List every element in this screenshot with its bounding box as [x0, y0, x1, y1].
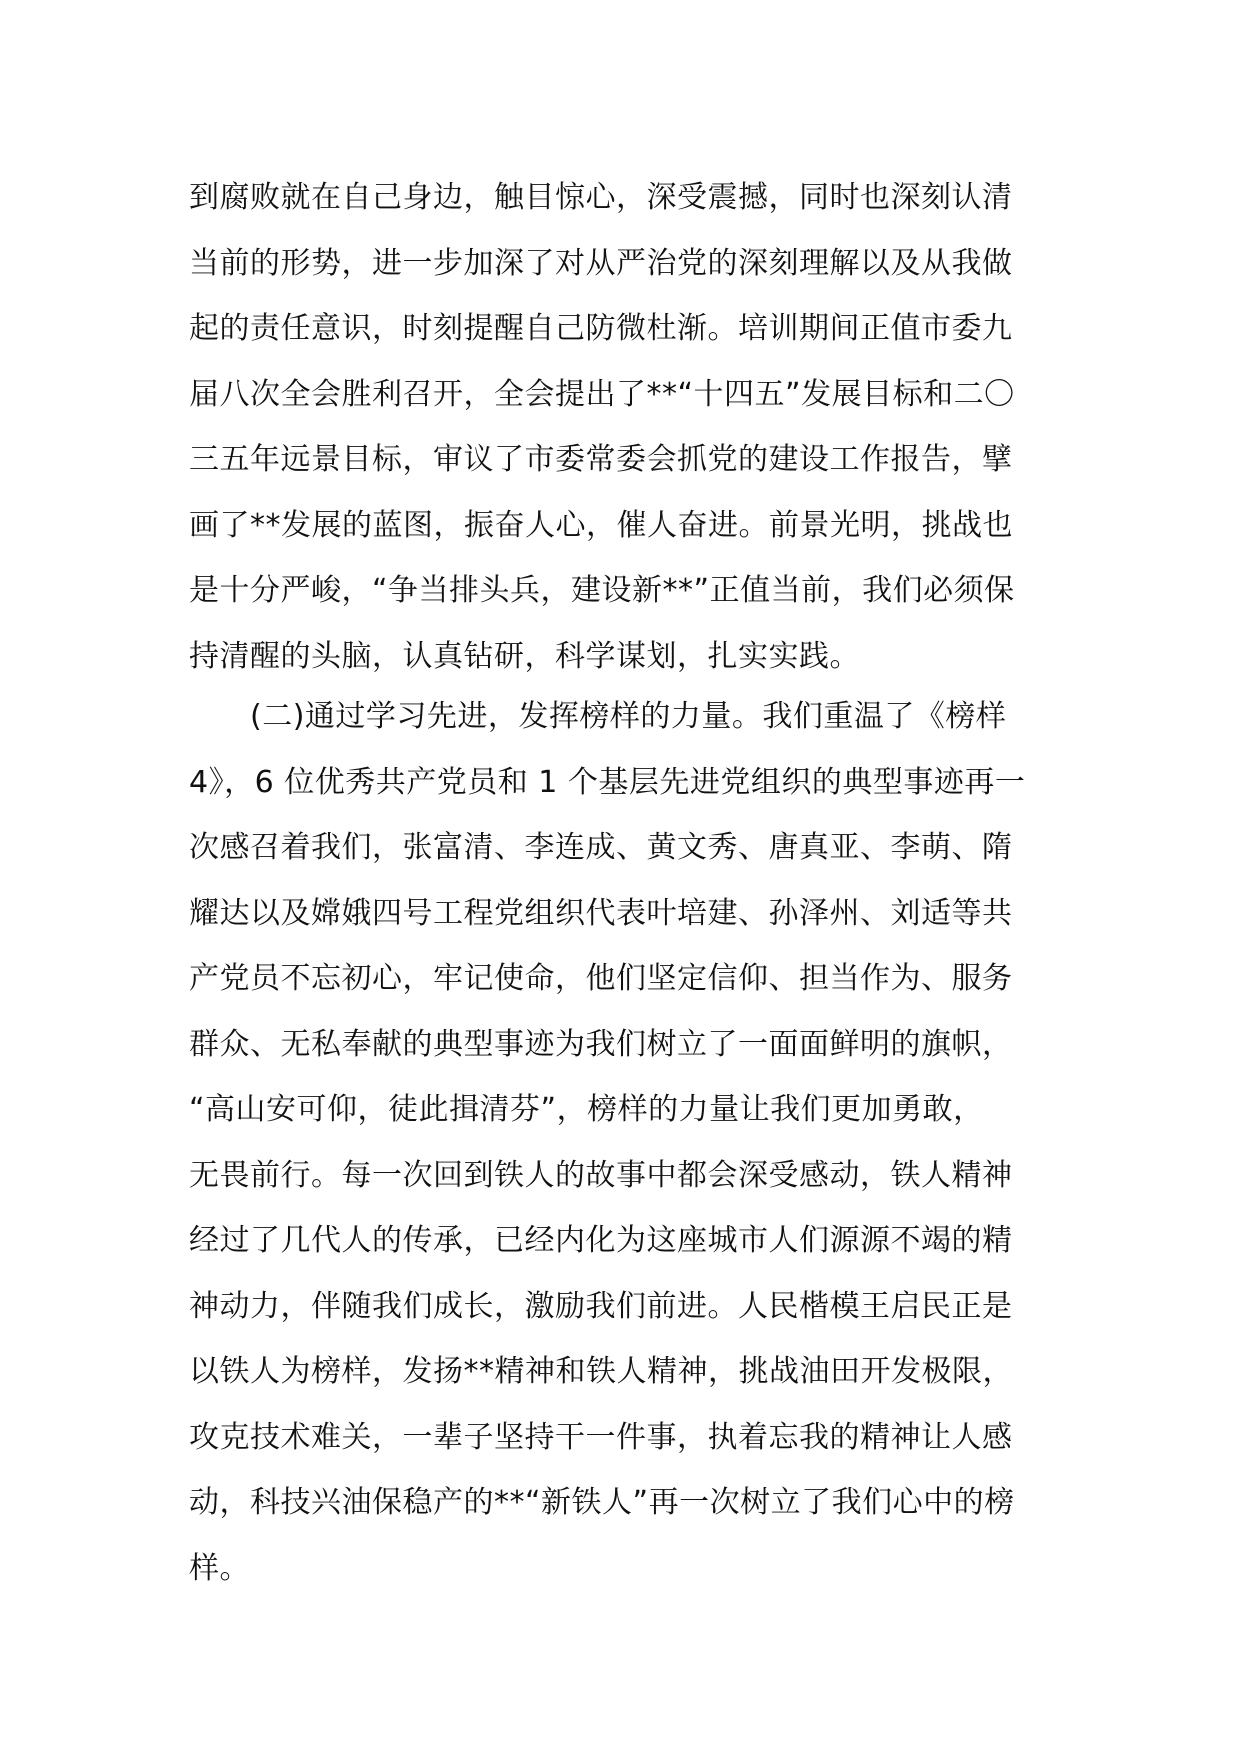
text-line: 4》，6 位优秀共产党员和 1 个基层先进党组织的典型事迹再一 — [189, 765, 1026, 800]
text-line: 次感召着我们，张富清、李连成、黄文秀、唐真亚、李萌、隋 — [189, 830, 1013, 865]
text-line: 到腐败就在自己身边，触目惊心，深受震撼，同时也深刻认清 — [189, 180, 1013, 215]
text-line: 以铁人为榜样，发扬**精神和铁人精神，挑战油田开发极限， — [189, 1354, 1013, 1389]
text-line: 样。 — [189, 1551, 250, 1586]
text-line: 当前的形势，进一步加深了对从严治党的深刻理解以及从我做 — [189, 246, 1013, 281]
text-line: 持清醒的头脑，认真钻研，科学谋划，扎实实践。 — [189, 639, 860, 674]
text-line: 神动力，伴随我们成长，激励我们前进。人民楷模王启民正是 — [189, 1289, 1013, 1324]
text-line: (二)通过学习先进，发挥榜样的力量。我们重温了《榜样 — [189, 699, 1007, 734]
text-line: 起的责任意识，时刻提醒自己防微杜渐。培训期间正值市委九 — [189, 311, 1013, 346]
text-line: 耀达以及嫦娥四号工程党组织代表叶培建、孙泽州、刘适等共 — [189, 896, 1013, 931]
text-line: 群众、无私奉献的典型事迹为我们树立了一面面鲜明的旗帜， — [189, 1027, 1013, 1062]
text-line: 产党员不忘初心，牢记使命，他们坚定信仰、担当作为、服务 — [189, 961, 1013, 996]
text-line: 经过了几代人的传承，已经内化为这座城市人们源源不竭的精 — [189, 1223, 1013, 1258]
text-line: 无畏前行。每一次回到铁人的故事中都会深受感动，铁人精神 — [189, 1158, 1013, 1193]
text-line: 动，科技兴油保稳产的**“新铁人”再一次树立了我们心中的榜 — [189, 1485, 1015, 1520]
text-line: 攻克技术难关，一辈子坚持干一件事，执着忘我的精神让人感 — [189, 1420, 1013, 1455]
text-line: 画了**发展的蓝图，振奋人心，催人奋进。前景光明，挑战也 — [189, 508, 1013, 543]
text-line: 三五年远景目标，审议了市委常委会抓党的建设工作报告，擘 — [189, 442, 1013, 477]
text-line: 是十分严峻，“争当排头兵，建设新**”正值当前，我们必须保 — [189, 573, 1015, 608]
text-line: “高山安可仰，徒此揖清芬”，榜样的力量让我们更加勇敢， — [189, 1092, 984, 1127]
text-line: 届八次全会胜利召开，全会提出了**“十四五”发展目标和二〇 — [189, 377, 1015, 412]
